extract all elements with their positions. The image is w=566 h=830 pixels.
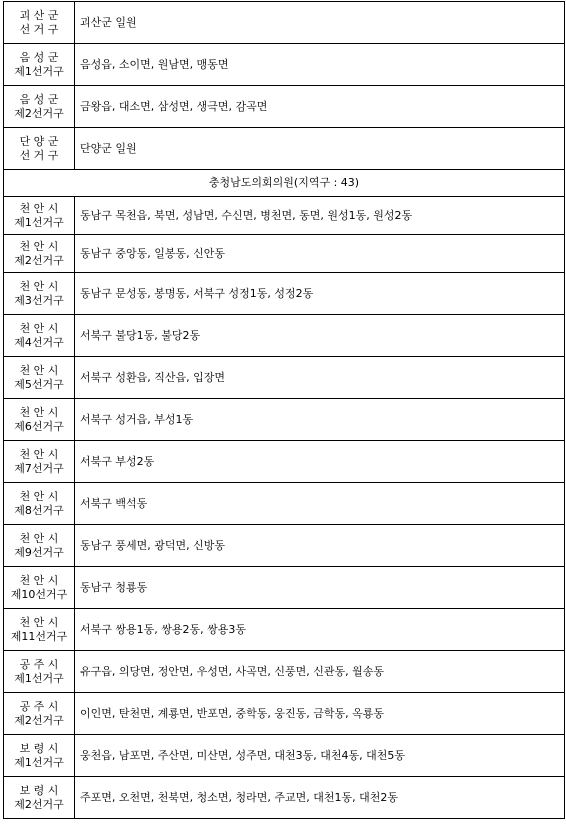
district-table bbox=[3, 1, 565, 819]
district-name-cell bbox=[4, 777, 75, 819]
district-name-line2: 제3선거구 bbox=[14, 293, 64, 307]
district-name-line2: 제7선거구 bbox=[14, 461, 64, 475]
district-name-line1: 천 안 시 bbox=[19, 239, 59, 253]
district-name-cell bbox=[4, 735, 75, 777]
district-name-line1: 보 령 시 bbox=[19, 783, 59, 797]
district-name-cell bbox=[4, 273, 75, 315]
district-name-cell bbox=[4, 315, 75, 357]
district-name-cell bbox=[4, 441, 75, 483]
district-name-line2: 제8선거구 bbox=[14, 503, 64, 517]
table-row bbox=[4, 315, 565, 357]
district-areas: 서북구 성환읍, 직산읍, 입장면 bbox=[75, 357, 565, 399]
district-name-line2: 제1선거구 bbox=[14, 64, 64, 78]
table-row bbox=[4, 609, 565, 651]
district-name-cell bbox=[4, 525, 75, 567]
district-name-line1: 천 안 시 bbox=[19, 489, 59, 503]
table-row bbox=[4, 86, 565, 128]
district-areas: 동남구 목천읍, 북면, 성남면, 수신면, 병천면, 동면, 원성1동, 원성2동 bbox=[75, 197, 565, 235]
district-name-line1: 천 안 시 bbox=[19, 447, 59, 461]
district-areas: 금왕읍, 대소면, 삼성면, 생극면, 감곡면 bbox=[75, 86, 565, 128]
district-name-line1: 천 안 시 bbox=[19, 405, 59, 419]
district-name-line1: 천 안 시 bbox=[19, 363, 59, 377]
district-name-line2: 제6선거구 bbox=[14, 419, 64, 433]
table-row bbox=[4, 273, 565, 315]
district-name-line2: 제2선거구 bbox=[14, 713, 64, 727]
district-name-line2: 제1선거구 bbox=[14, 215, 64, 229]
table-row bbox=[4, 128, 565, 170]
district-name-line2: 제4선거구 bbox=[14, 335, 64, 349]
district-name-line2: 선 거 구 bbox=[19, 148, 59, 162]
district-name-cell bbox=[4, 44, 75, 86]
district-areas: 서북구 쌍용1동, 쌍용2동, 쌍용3동 bbox=[75, 609, 565, 651]
district-name-cell bbox=[4, 197, 75, 235]
district-name-cell bbox=[4, 609, 75, 651]
district-name-line1: 천 안 시 bbox=[19, 201, 59, 215]
district-areas: 동남구 풍세면, 광덕면, 신방동 bbox=[75, 525, 565, 567]
district-name-line1: 천 안 시 bbox=[19, 531, 59, 545]
district-name-line2: 제2선거구 bbox=[14, 253, 64, 267]
district-name-line1: 공 주 시 bbox=[19, 699, 59, 713]
district-areas: 서북구 불당1동, 불당2동 bbox=[75, 315, 565, 357]
district-areas: 동남구 청룡동 bbox=[75, 567, 565, 609]
table-row bbox=[4, 441, 565, 483]
district-name-line2: 제2선거구 bbox=[14, 106, 64, 120]
district-name-line1: 단 양 군 bbox=[19, 134, 59, 148]
table-row bbox=[4, 44, 565, 86]
district-name-line1: 천 안 시 bbox=[19, 321, 59, 335]
district-areas: 괴산군 일원 bbox=[75, 2, 565, 44]
table-row bbox=[4, 235, 565, 273]
district-name-line1: 천 안 시 bbox=[19, 279, 59, 293]
district-areas: 유구읍, 의당면, 정안면, 우성면, 사곡면, 신풍면, 신관동, 월송동 bbox=[75, 651, 565, 693]
table-row bbox=[4, 777, 565, 819]
district-name-line1: 보 령 시 bbox=[19, 741, 59, 755]
district-name-line1: 천 안 시 bbox=[19, 615, 59, 629]
district-name-line2: 제5선거구 bbox=[14, 377, 64, 391]
district-name-cell bbox=[4, 567, 75, 609]
district-name-line1: 음 성 군 bbox=[19, 92, 59, 106]
district-areas: 서북구 부성2동 bbox=[75, 441, 565, 483]
district-name-cell bbox=[4, 483, 75, 525]
district-name-line2: 제11선거구 bbox=[10, 629, 68, 643]
district-name-line1: 천 안 시 bbox=[19, 573, 59, 587]
district-name-line2: 제10선거구 bbox=[10, 587, 68, 601]
district-areas: 웅천읍, 남포면, 주산면, 미산면, 성주면, 대천3동, 대천4동, 대천5동 bbox=[75, 735, 565, 777]
district-name-line1: 괴 산 군 bbox=[19, 8, 59, 22]
district-areas: 동남구 문성동, 봉명동, 서북구 성정1동, 성정2동 bbox=[75, 273, 565, 315]
district-name-cell bbox=[4, 235, 75, 273]
district-areas: 음성읍, 소이면, 원남면, 맹동면 bbox=[75, 44, 565, 86]
district-name-line1: 공 주 시 bbox=[19, 657, 59, 671]
district-name-cell bbox=[4, 86, 75, 128]
district-name-cell bbox=[4, 2, 75, 44]
table-row bbox=[4, 483, 565, 525]
district-name-line2: 제1선거구 bbox=[14, 755, 64, 769]
table-row bbox=[4, 525, 565, 567]
district-name-cell bbox=[4, 693, 75, 735]
district-name-cell bbox=[4, 399, 75, 441]
table-row bbox=[4, 197, 565, 235]
section-header-row bbox=[4, 170, 565, 197]
district-areas: 단양군 일원 bbox=[75, 128, 565, 170]
district-name-line1: 음 성 군 bbox=[19, 50, 59, 64]
district-areas: 동남구 중앙동, 일봉동, 신안동 bbox=[75, 235, 565, 273]
table-row bbox=[4, 399, 565, 441]
district-areas: 이인면, 탄천면, 계룡면, 반포면, 중학동, 웅진동, 금학동, 옥룡동 bbox=[75, 693, 565, 735]
district-areas: 서북구 백석동 bbox=[75, 483, 565, 525]
district-name-cell bbox=[4, 128, 75, 170]
district-areas: 주포면, 오천면, 천북면, 청소면, 청라면, 주교면, 대천1동, 대천2동 bbox=[75, 777, 565, 819]
district-name-line2: 제9선거구 bbox=[14, 545, 64, 559]
table-row bbox=[4, 735, 565, 777]
district-name-cell bbox=[4, 651, 75, 693]
section-header: 충청남도의회의원(지역구 : 43) bbox=[4, 170, 565, 197]
table-row bbox=[4, 2, 565, 44]
district-name-line2: 제1선거구 bbox=[14, 671, 64, 685]
district-areas: 서북구 성거읍, 부성1동 bbox=[75, 399, 565, 441]
table-row bbox=[4, 693, 565, 735]
district-name-line2: 선 거 구 bbox=[19, 22, 59, 36]
table-row bbox=[4, 651, 565, 693]
district-name-line2: 제2선거구 bbox=[14, 797, 64, 811]
table-row bbox=[4, 357, 565, 399]
district-name-cell bbox=[4, 357, 75, 399]
table-row bbox=[4, 567, 565, 609]
